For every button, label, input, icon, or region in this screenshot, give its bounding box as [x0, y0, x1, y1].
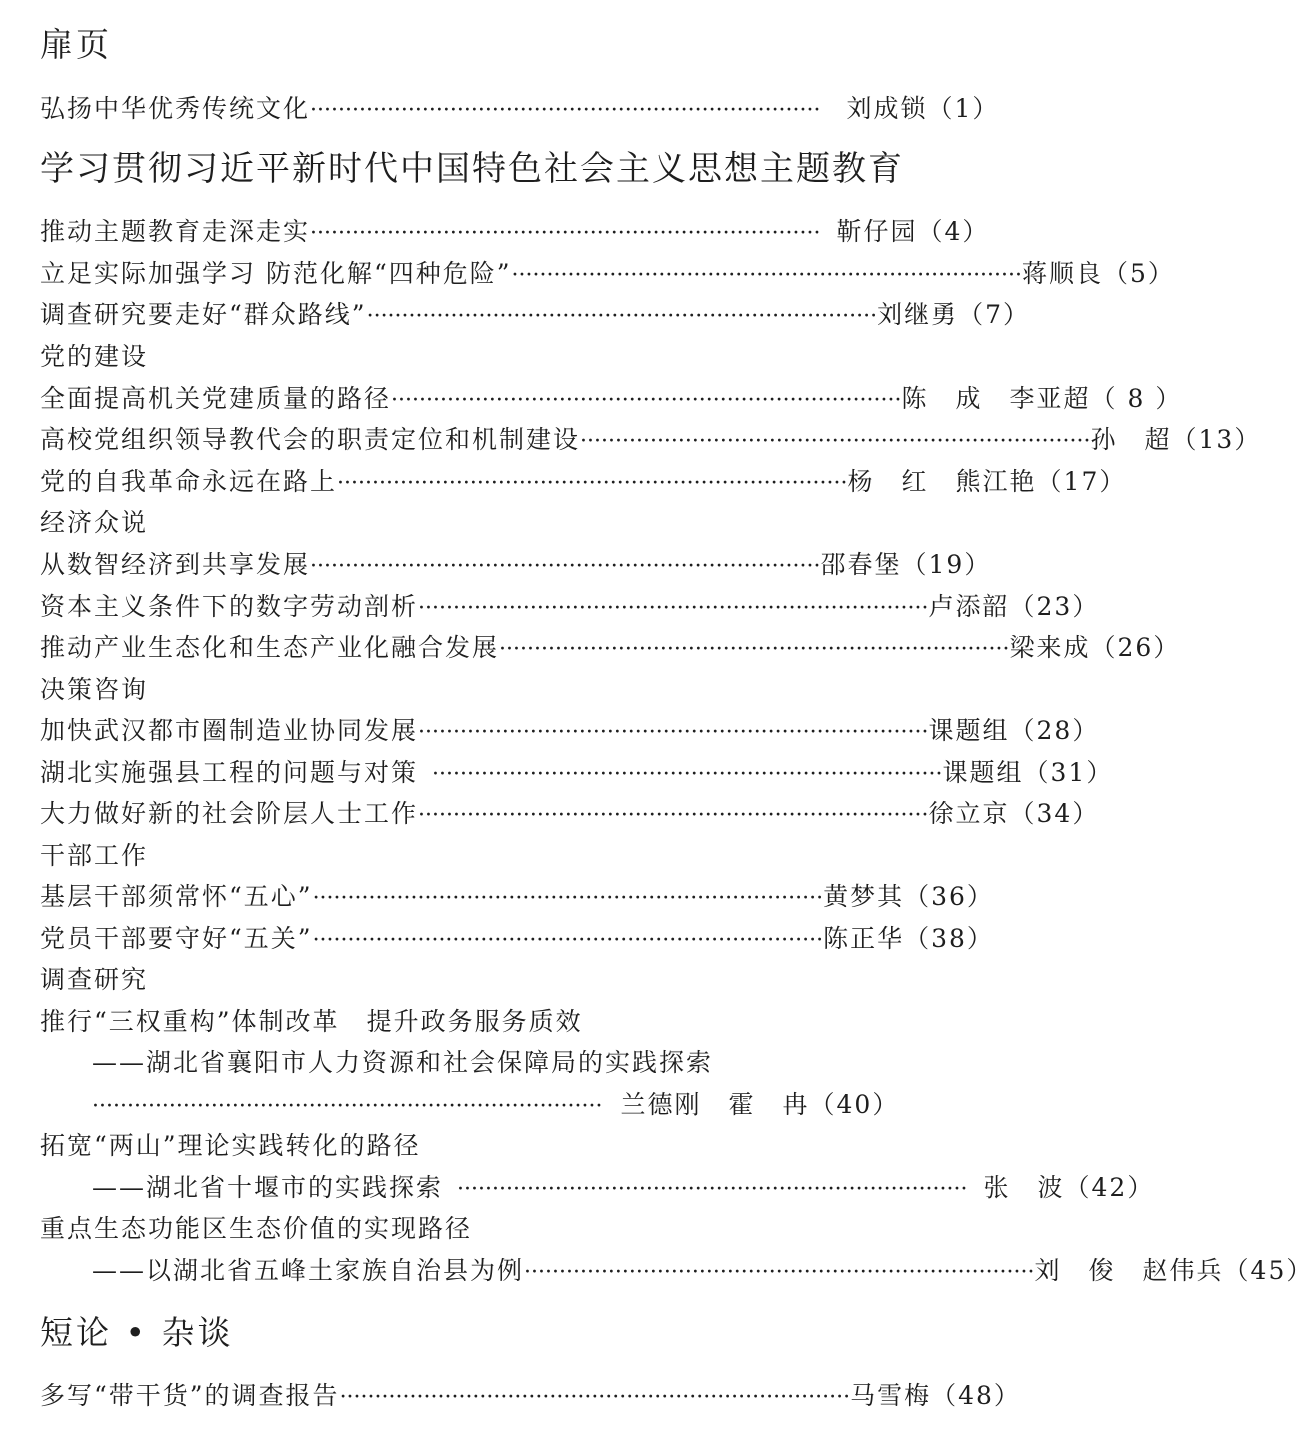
entry-title: 推动产业生态化和生态产业化融合发展	[40, 633, 500, 662]
entry-title: 全面提高机关党建质量的路径	[40, 384, 392, 413]
entry-author: 课题组（31）	[942, 758, 1114, 787]
entry-author: 梁来成（26）	[1009, 633, 1181, 662]
entry-title: 湖北实施强县工程的问题与对策	[40, 758, 419, 787]
entry-author: 孙 超（13）	[1090, 425, 1262, 454]
entry-subtitle: ——以湖北省五峰土家族自治县为例	[92, 1256, 525, 1285]
entry-author: 课题组（28）	[928, 716, 1100, 745]
entry-title: 弘扬中华优秀传统文化	[40, 94, 311, 123]
entry-title: 党员干部要守好“五关”	[40, 924, 313, 953]
entry-title: 推动主题教育走深走实	[40, 217, 311, 246]
section-heading-theme: 学习贯彻习近平新时代中国特色社会主义思想主题教育	[40, 149, 904, 189]
entry-author: 陈正华（38）	[823, 924, 994, 953]
section-heading-decision: 决策咨询	[40, 675, 149, 704]
toc-entry[interactable]: 湖北实施强县工程的问题与对策 ········································································· 课题组（31）	[40, 758, 1114, 787]
entry-author: 刘 俊 赵伟兵（45）	[1034, 1256, 1313, 1285]
toc-entry[interactable]: 全面提高机关党建质量的路径 ········································································· 陈 成 李亚超（ 8 ）	[40, 384, 1183, 413]
toc-entry[interactable]: 大力做好新的社会阶层人士工作 ········································································· 徐立京（34）	[40, 799, 1100, 828]
toc-entry[interactable]: 高校党组织领导教代会的职责定位和机制建设 ········································································· 孙 超（13）	[40, 425, 1262, 454]
section-heading-feiye: 扉页	[40, 25, 112, 64]
entry-title: 高校党组织领导教代会的职责定位和机制建设	[40, 425, 581, 454]
toc-entry-subtitle: ——湖北省襄阳市人力资源和社会保障局的实践探索	[92, 1048, 714, 1077]
entry-author: 兰德刚 霍 冉（40）	[620, 1090, 900, 1119]
toc-entry[interactable]: 弘扬中华优秀传统文化 ········································································· 刘成锁（1）	[40, 94, 1000, 123]
entry-author: 徐立京（34）	[928, 799, 1100, 828]
toc-entry-title[interactable]: 拓宽“两山”理论实践转化的路径	[40, 1131, 421, 1160]
entry-title: 调查研究要走好“群众路线”	[40, 300, 367, 329]
toc-entry[interactable]: 推动主题教育走深走实 ········································································· 靳仔园（4）	[40, 217, 990, 246]
toc-entry-author-line[interactable]: ········································································· 兰德刚 霍 冉（40）	[92, 1090, 900, 1119]
toc-entry[interactable]: 调查研究要走好“群众路线” ········································································· 刘继勇（7）	[40, 300, 1030, 329]
toc-entry[interactable]: 资本主义条件下的数字劳动剖析 ········································································· 卢添韶（23）	[40, 592, 1100, 621]
entry-author: 蒋顺良（5）	[1022, 259, 1175, 288]
section-heading-research: 调查研究	[40, 965, 149, 994]
entry-title: 大力做好新的社会阶层人士工作	[40, 799, 419, 828]
entry-author: 张 波（42）	[983, 1173, 1155, 1202]
toc-entry[interactable]: 多写“带干货”的调查报告 ········································································· 马雪梅（48）	[40, 1381, 1021, 1410]
toc-entry[interactable]: 基层干部须常怀“五心” ········································································· 黄梦其（36）	[40, 882, 994, 911]
toc-entry-title[interactable]: 推行“三权重构”体制改革 提升政务服务质效	[40, 1007, 583, 1036]
section-heading-economy: 经济众说	[40, 508, 149, 537]
entry-title: 党的自我革命永远在路上	[40, 467, 338, 496]
entry-author: 陈 成 李亚超（ 8 ）	[901, 384, 1183, 413]
entry-author: 卢添韶（23）	[928, 592, 1100, 621]
entry-title: 加快武汉都市圈制造业协同发展	[40, 716, 419, 745]
section-heading-short: 短论 • 杂谈	[40, 1313, 234, 1352]
toc-entry[interactable]: ——湖北省十堰市的实践探索 ········································································· 张 波（42）	[92, 1173, 1155, 1202]
entry-title: 立足实际加强学习 防范化解“四种危险”	[40, 259, 512, 288]
toc-entry[interactable]: ——以湖北省五峰土家族自治县为例 ········································································· 刘 俊 赵伟兵（45）	[92, 1256, 1313, 1285]
entry-author: 马雪梅（48）	[850, 1381, 1021, 1410]
toc-entry[interactable]: 立足实际加强学习 防范化解“四种危险” ········································································· 蒋顺良（5）	[40, 259, 1175, 288]
toc-entry[interactable]: 党的自我革命永远在路上 ········································································· 杨 红 熊江艳（17）	[40, 467, 1127, 496]
toc-entry[interactable]: 推动产业生态化和生态产业化融合发展 ········································································· 梁来成（26）	[40, 633, 1181, 662]
entry-title: 资本主义条件下的数字劳动剖析	[40, 592, 419, 621]
toc-entry[interactable]: 党员干部要守好“五关” ········································································· 陈正华（38）	[40, 924, 994, 953]
entry-author: 黄梦其（36）	[823, 882, 994, 911]
section-heading-cadre: 干部工作	[40, 841, 149, 870]
entry-author: 刘继勇（7）	[877, 300, 1030, 329]
entry-title: 从数智经济到共享发展	[40, 550, 311, 579]
toc-entry[interactable]: 加快武汉都市圈制造业协同发展 ········································································· 课题组（28）	[40, 716, 1100, 745]
section-heading-party: 党的建设	[40, 342, 149, 371]
entry-author: 杨 红 熊江艳（17）	[847, 467, 1127, 496]
entry-author: 邵春堡（19）	[820, 550, 992, 579]
entry-subtitle: ——湖北省十堰市的实践探索	[92, 1173, 444, 1202]
toc-entry[interactable]: 从数智经济到共享发展 ········································································· 邵春堡（19）	[40, 550, 992, 579]
entry-title: 基层干部须常怀“五心”	[40, 882, 313, 911]
toc-entry-title[interactable]: 重点生态功能区生态价值的实现路径	[40, 1214, 473, 1243]
entry-author: 刘成锁（1）	[846, 94, 1000, 123]
entry-title: 多写“带干货”的调查报告	[40, 1381, 340, 1410]
entry-author: 靳仔园（4）	[836, 217, 990, 246]
